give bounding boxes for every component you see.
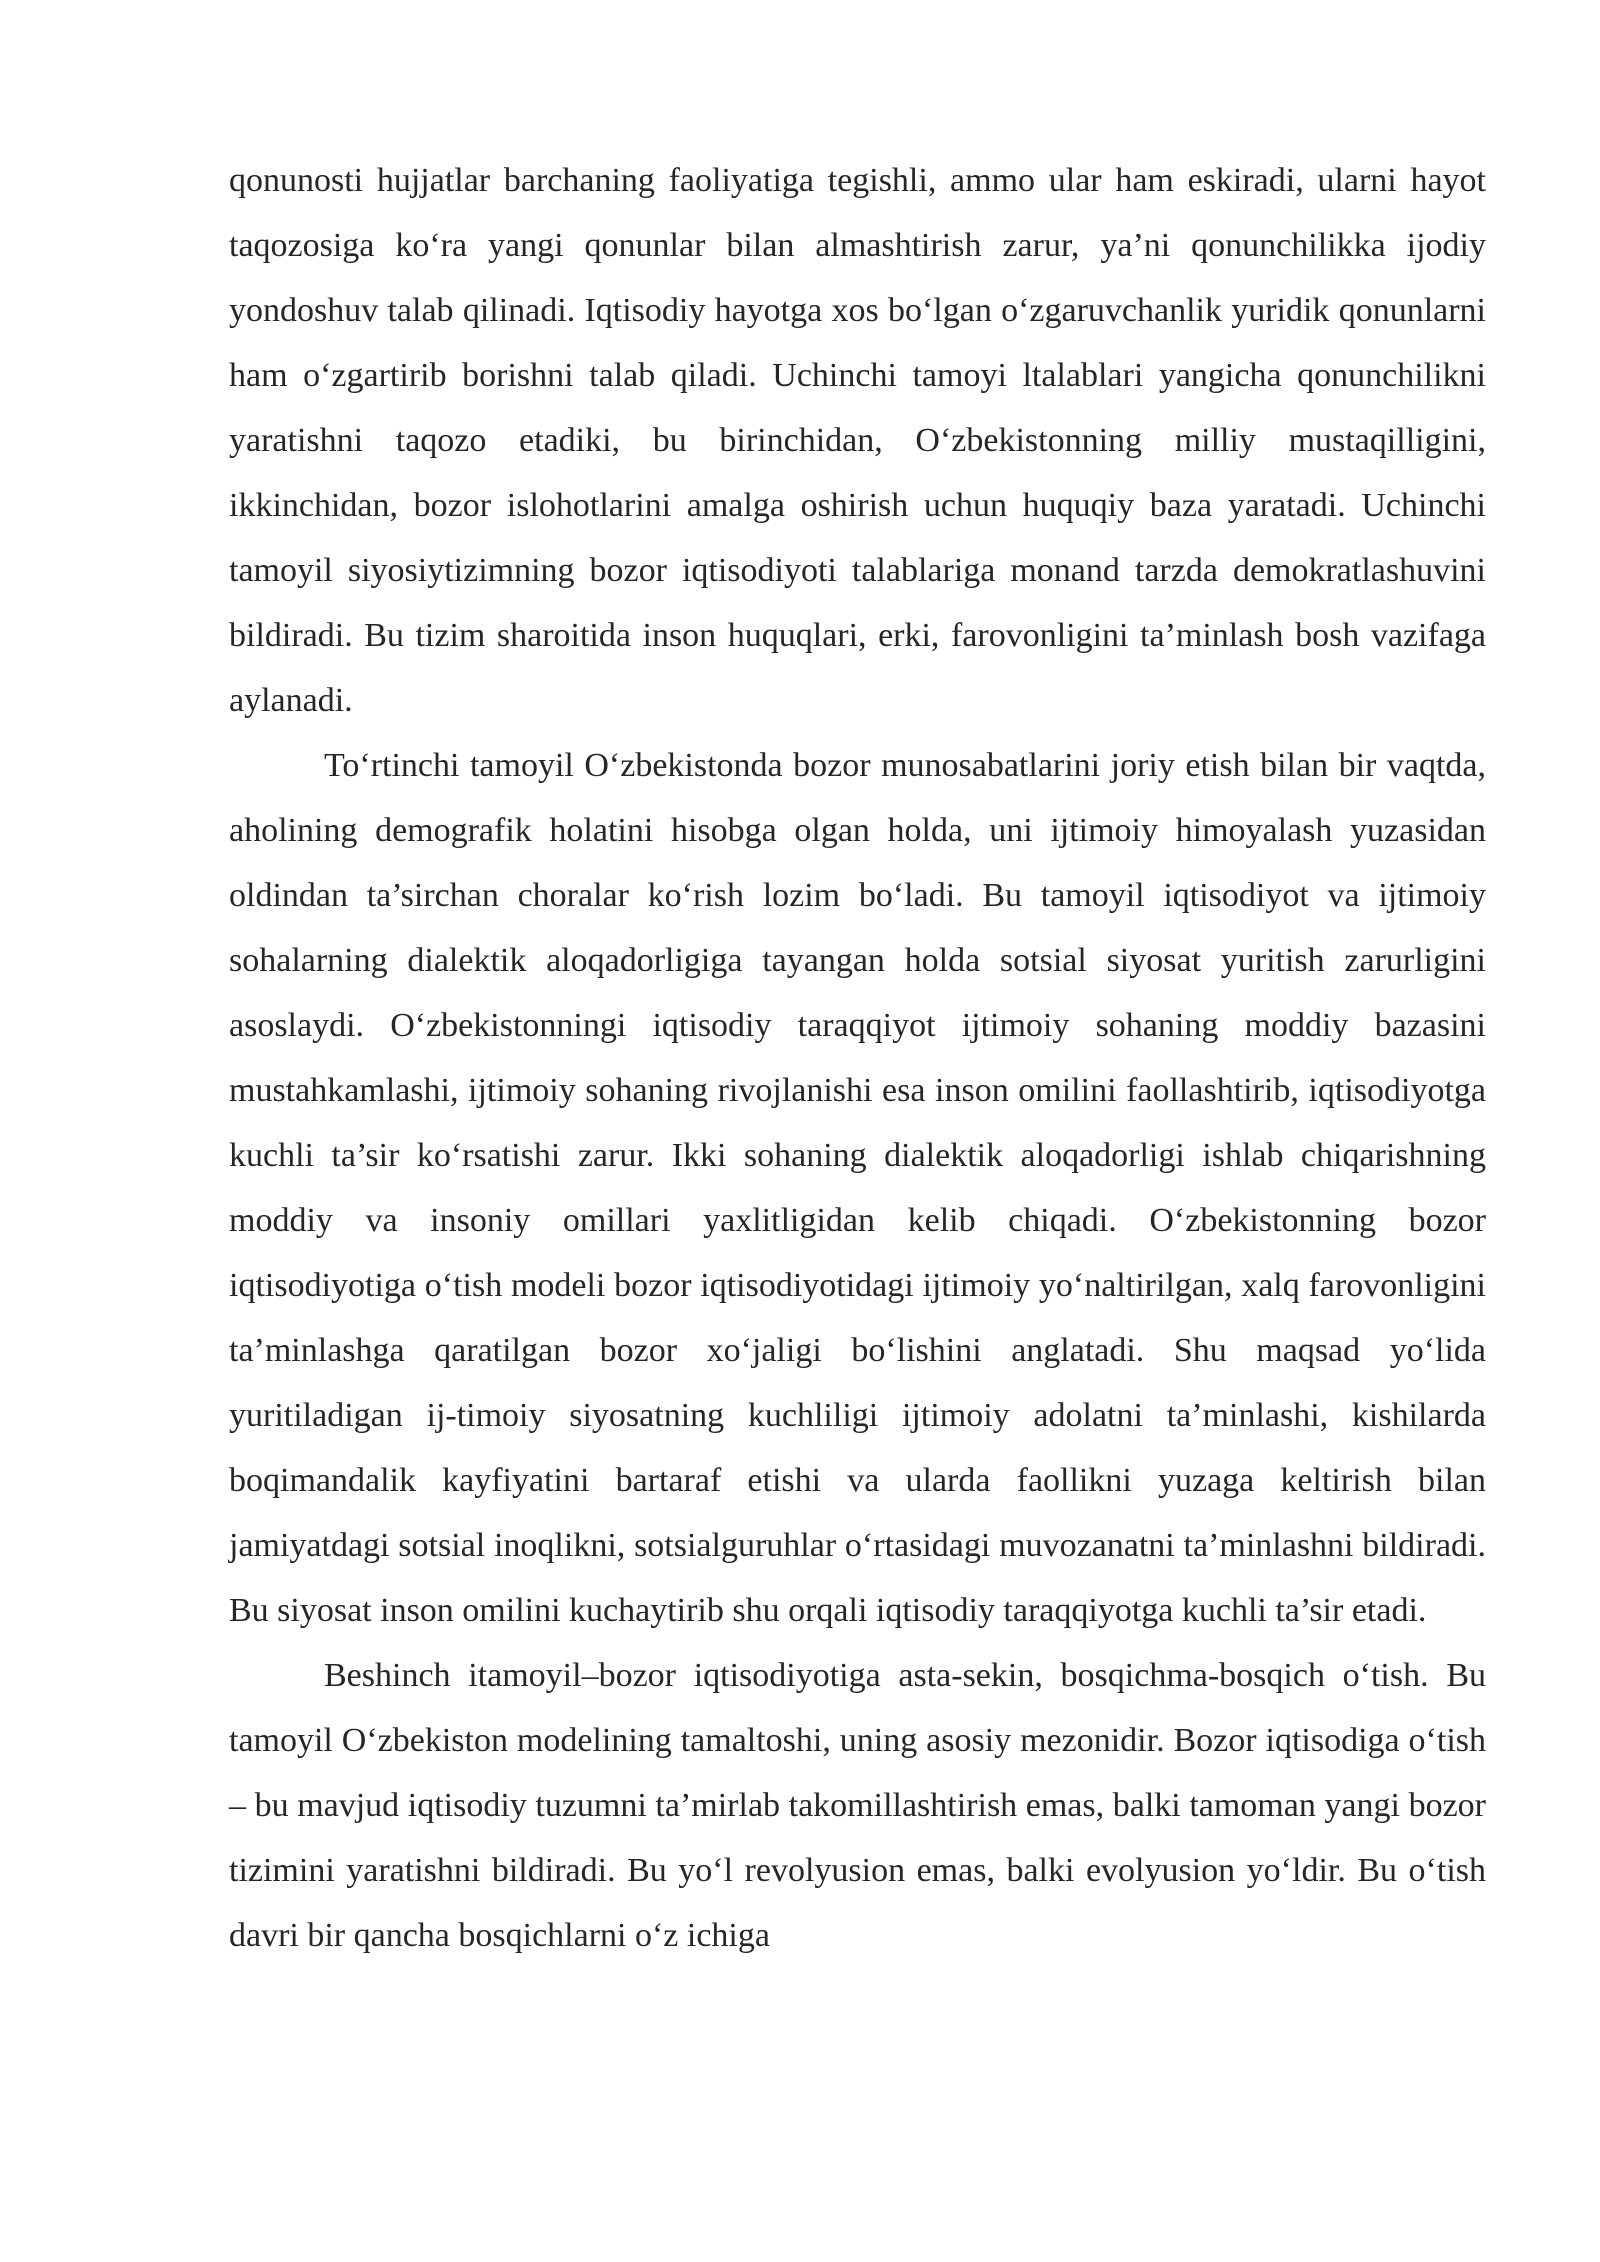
paragraph-fifth-principle: Beshinch itamoyil–bozor iqtisodiyotiga asta-sekin, bosqichma-bosqich o‘tish. Bu tamoyil O‘zbekiston modelining tamaltoshi, uning asosiy mezonidir. Bozor iqtisodiga o‘tish – bu mavjud iqtisodiy tuzumni ta’mirlab takomillashtirish emas, balki tamoman yangi bozor tizimini yaratishni bildiradi. Bu yo‘l revolyusion emas, balki evolyusion yo‘ldir. Bu o‘tish davri bir qancha bosqichlarni o‘z ichiga — [229, 1657, 1486, 1954]
body-text — [229, 148, 1486, 1968]
paragraph-fourth-principle: To‘rtinchi tamoyil O‘zbekistonda bozor munosabatlarini joriy etish bilan bir vaqtda, aholining demografik holatini hisobga olgan holda, uni ijtimoiy himoyalash yuzasidan oldindan ta’sirchan choralar ko‘rish lozim bo‘ladi. Bu tamoyil iqtisodiyot va ijtimoiy sohalarning dialektik aloqadorligiga tayangan holda sotsial siyosat yuritish zarurligini asoslaydi. O‘zbekistonningi iqtisodiy taraqqiyot ijtimoiy sohaning moddiy bazasini mustahkamlashi, ijtimoiy sohaning rivojlanishi esa inson omilini faollashtirib, iqtisodiyotga kuchli ta’sir ko‘rsatishi zarur. Ikki sohaning dialektik aloqadorligi ishlab chiqarishning moddiy va insoniy omillari yaxlitligidan kelib chiqadi. O‘zbekistonning bozor iqtisodiyotiga o‘tish modeli bozor iqtisodiyotidagi ijtimoiy yo‘naltirilgan, xalq farovonligini ta’minlashga qaratilgan bozor xo‘jaligi bo‘lishini anglatadi. Shu maqsad yo‘lida yuritiladigan ij-timoiy siyosatning kuchliligi ijtimoiy adolatni ta’minlashi, kishilarda boqimandalik kayfiyatini bartaraf etishi va ularda faollikni yuzaga keltirish bilan jamiyatdagi sotsial inoqlikni, sotsialguruhlar o‘rtasidagi muvozanatni ta’minlashni bildiradi. Bu siyosat inson omilini kuchaytirib shu orqali iqtisodiy taraqqiyotga kuchli ta’sir etadi. — [229, 747, 1486, 1629]
paragraph-continuation: qonunosti hujjatlar barchaning faoliyatiga tegishli, ammo ular ham eskiradi, ularni hayot taqozosiga ko‘ra yangi qonunlar bilan almashtirish zarur, ya’ni qonunchilikka ijodiy yondoshuv talab qilinadi. Iqtisodiy hayotga xos bo‘lgan o‘zgaruvchanlik yuridik qonunlarni ham o‘zgartirib borishni talab qiladi. Uchinchi tamoyi ltalablari yangicha qonunchilikni yaratishni taqozo etadiki, bu birinchidan, O‘zbekistonning milliy mustaqilligini, ikkinchidan, bozor islohotlarini amalga oshirish uchun huquqiy baza yaratadi. Uchinchi tamoyil siyosiytizimning bozor iqtisodiyoti talablariga monand tarzda demokratlashuvini bildiradi. Bu tizim sharoitida inson huquqlari, erki, farovonligini ta’minlash bosh vazifaga aylanadi. — [229, 162, 1486, 719]
